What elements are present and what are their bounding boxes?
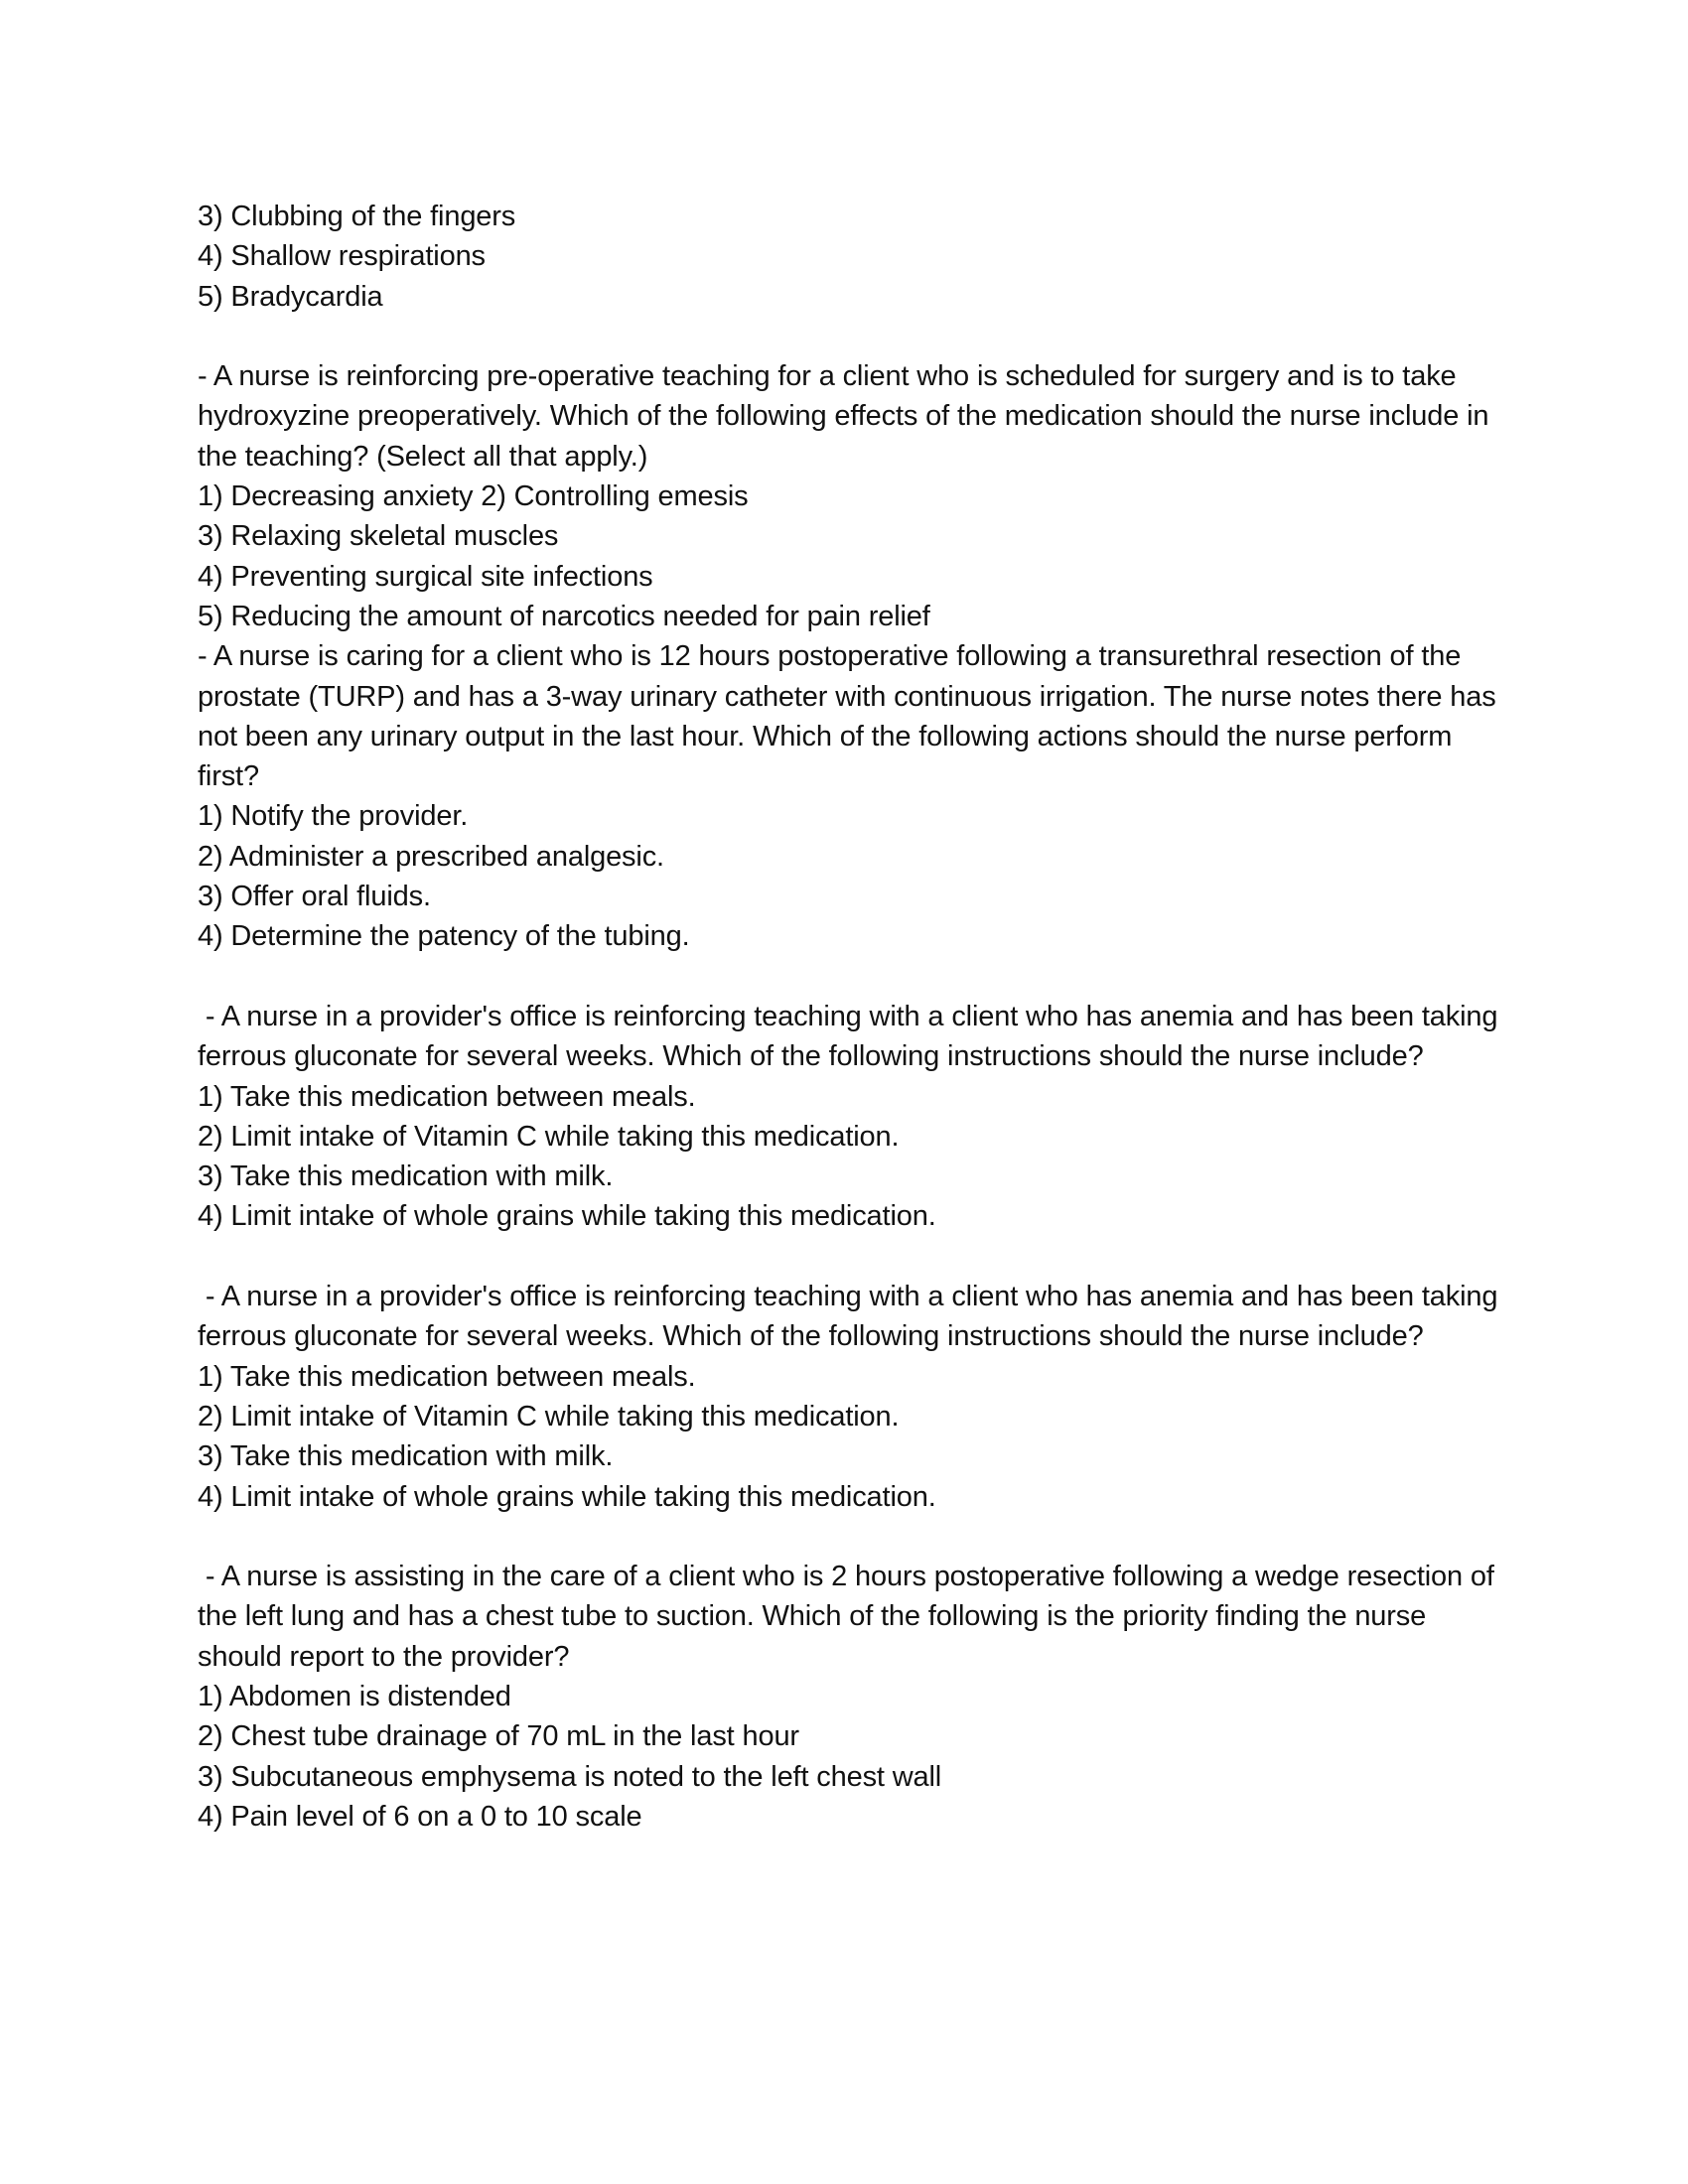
answer-option: 1) Take this medication between meals. (198, 1360, 696, 1393)
question-stem-line: - A nurse is caring for a client who is 12 hours postoperative following a transurethral resection of the (198, 640, 1462, 673)
answer-option: 2) Administer a prescribed analgesic. (198, 840, 664, 873)
answer-option: 4) Determine the patency of the tubing. (198, 920, 690, 953)
answer-option: 2) Limit intake of Vitamin C while taking this medication. (198, 1400, 900, 1433)
answer-option: 5) Bradycardia (198, 280, 383, 313)
answer-option: 1) Notify the provider. (198, 800, 469, 833)
answer-option: 2) Chest tube drainage of 70 mL in the last hour (198, 1720, 799, 1753)
answer-option: 4) Preventing surgical site infections (198, 560, 653, 593)
question-block (198, 1277, 1498, 1517)
question-stem-line: ferrous gluconate for several weeks. Which of the following instructions should the nurse include? (198, 1040, 1424, 1073)
answer-option: 3) Clubbing of the fingers (198, 201, 516, 232)
question-stem-line: - A nurse is assisting in the care of a client who is 2 hours postoperative following a wedge resection of (198, 1561, 1494, 1593)
question-stem-line: not been any urinary output in the last hour. Which of the following actions should the nurse perform (198, 720, 1453, 752)
options-block (198, 197, 1498, 317)
answer-option: 3) Take this medication with milk. (198, 1440, 614, 1473)
answer-option: 4) Limit intake of whole grains while taking this medication. (198, 1200, 936, 1233)
answer-option: 3) Relaxing skeletal muscles (198, 520, 559, 553)
question-block (198, 1557, 1498, 1837)
answer-option: 1) Abdomen is distended (198, 1680, 511, 1712)
answer-option: 5) Reducing the amount of narcotics needed for pain relief (198, 600, 930, 632)
question-stem-line: - A nurse in a provider's office is reinforcing teaching with a client who has anemia and has been taking (198, 1281, 1498, 1313)
question-stem-line: the teaching? (Select all that apply.) (198, 440, 648, 473)
answer-option: 1) Decreasing anxiety 2) Controlling emesis (198, 480, 749, 513)
question-stem-line: hydroxyzine preoperatively. Which of the following effects of the medication should the nurse include in (198, 400, 1489, 433)
answer-option: 3) Take this medication with milk. (198, 1160, 614, 1193)
answer-option: 2) Limit intake of Vitamin C while taking this medication. (198, 1120, 900, 1153)
question-stem-line: first? (198, 760, 259, 793)
blank-line (198, 1237, 1498, 1277)
blank-line (198, 1517, 1498, 1557)
question-stem-line: prostate (TURP) and has a 3-way urinary catheter with continuous irrigation. The nurse notes there has (198, 680, 1496, 713)
answer-option: 3) Offer oral fluids. (198, 881, 431, 913)
document-body (198, 197, 1498, 1837)
question-block (198, 636, 1498, 956)
question-stem-line: - A nurse is reinforcing pre-operative teaching for a client who is scheduled for surgery and is to take (198, 360, 1457, 393)
answer-option: 4) Limit intake of whole grains while taking this medication. (198, 1480, 936, 1513)
question-block (198, 997, 1498, 1237)
question-block (198, 356, 1498, 636)
answer-option: 1) Take this medication between meals. (198, 1080, 696, 1113)
blank-line (198, 317, 1498, 356)
answer-option: 4) Shallow respirations (198, 240, 486, 273)
question-stem-line: ferrous gluconate for several weeks. Which of the following instructions should the nurse include? (198, 1320, 1424, 1353)
question-stem-line: the left lung and has a chest tube to suction. Which of the following is the priority finding the nurse (198, 1600, 1427, 1633)
answer-option: 4) Pain level of 6 on a 0 to 10 scale (198, 1800, 642, 1833)
answer-option: 3) Subcutaneous emphysema is noted to the left chest wall (198, 1760, 942, 1793)
question-stem-line: should report to the provider? (198, 1640, 570, 1673)
blank-line (198, 957, 1498, 997)
question-stem-line: - A nurse in a provider's office is reinforcing teaching with a client who has anemia and has been taking (198, 1000, 1498, 1032)
